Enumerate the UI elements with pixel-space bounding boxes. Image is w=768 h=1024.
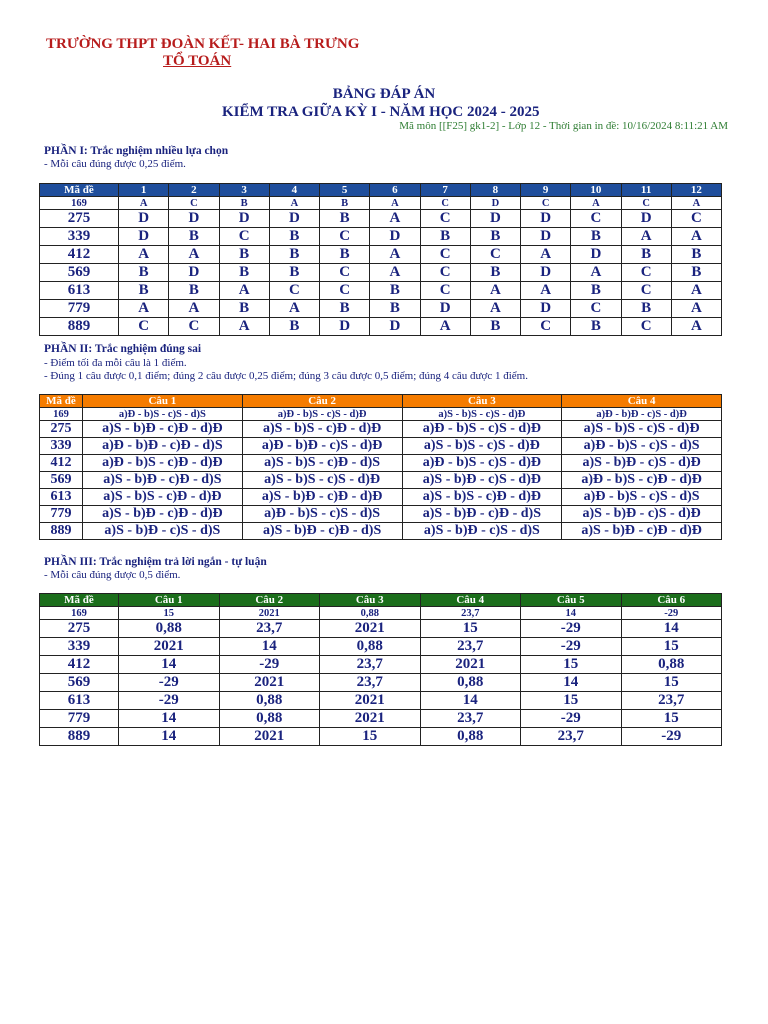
table-cell: C (571, 300, 621, 318)
table-cell: B (269, 264, 319, 282)
part3-answer-table (39, 593, 722, 746)
column-header: 6 (370, 184, 420, 197)
column-header: 12 (671, 184, 721, 197)
page-subtitle: KIỂM TRA GIỮA KỲ I - NĂM HỌC 2024 - 2025 (222, 104, 540, 120)
table-cell: A (269, 300, 319, 318)
table-header-row (40, 594, 722, 607)
table-cell: 23,7 (521, 728, 622, 746)
table-cell: C (621, 318, 671, 336)
table-cell: 613 (40, 692, 119, 710)
table-cell: a)S - b)Đ - c)S - d)S (83, 523, 243, 540)
table-cell: 275 (40, 421, 83, 438)
table-cell: C (119, 318, 169, 336)
table-cell: 0,88 (219, 710, 320, 728)
table-cell: 2021 (219, 728, 320, 746)
column-header: 7 (420, 184, 470, 197)
table-cell: a)Đ - b)S - c)S - d)Đ (402, 421, 562, 438)
table-cell: 169 (40, 408, 83, 421)
table-cell: A (169, 300, 219, 318)
table-cell: C (521, 318, 571, 336)
column-header: Câu 6 (621, 594, 722, 607)
table-cell: C (621, 264, 671, 282)
table-cell: D (119, 228, 169, 246)
table-row (40, 318, 722, 336)
column-header: Câu 5 (521, 594, 622, 607)
column-header: 9 (521, 184, 571, 197)
table-cell: a)Đ - b)Đ - c)S - d)Đ (562, 408, 722, 421)
table-cell: A (119, 246, 169, 264)
table-key-row (40, 607, 722, 620)
table-cell: 779 (40, 506, 83, 523)
table-cell: a)Đ - b)S - c)S - d)Đ (242, 408, 402, 421)
table-row (40, 472, 722, 489)
column-header: Câu 4 (420, 594, 521, 607)
table-cell: B (269, 228, 319, 246)
table-cell: a)S - b)Đ - c)Đ - d)Đ (562, 523, 722, 540)
table-cell: A (370, 210, 420, 228)
table-cell: a)S - b)Đ - c)Đ - d)S (83, 472, 243, 489)
table-cell: A (571, 197, 621, 210)
table-row (40, 523, 722, 540)
table-cell: C (420, 282, 470, 300)
table-row (40, 264, 722, 282)
table-cell: B (219, 197, 269, 210)
column-header: Mã đề (40, 395, 83, 408)
table-cell: B (169, 282, 219, 300)
table-cell: 14 (219, 638, 320, 656)
table-cell: 14 (521, 607, 622, 620)
table-cell: B (320, 300, 370, 318)
column-header: 1 (119, 184, 169, 197)
table-cell: D (420, 300, 470, 318)
table-cell: B (470, 318, 520, 336)
table-cell: D (521, 300, 571, 318)
table-cell: 14 (621, 620, 722, 638)
table-cell: B (671, 246, 721, 264)
table-cell: 0,88 (420, 728, 521, 746)
table-cell: 275 (40, 210, 119, 228)
table-cell: 23,7 (320, 674, 421, 692)
table-cell: D (119, 210, 169, 228)
table-cell: 23,7 (219, 620, 320, 638)
table-cell: A (671, 228, 721, 246)
table-cell: B (621, 246, 671, 264)
column-header: 8 (470, 184, 520, 197)
table-cell: D (521, 228, 571, 246)
table-cell: 169 (40, 197, 119, 210)
table-cell: 169 (40, 607, 119, 620)
table-cell: B (269, 246, 319, 264)
part1-answer-table (39, 183, 722, 336)
table-cell: a)S - b)S - c)S - d)Đ (402, 438, 562, 455)
table-cell: C (521, 197, 571, 210)
table-cell: 15 (320, 728, 421, 746)
table-cell: a)Đ - b)S - c)S - d)S (562, 489, 722, 506)
table-cell: C (621, 197, 671, 210)
table-row (40, 455, 722, 472)
table-cell: B (370, 282, 420, 300)
table-cell: D (169, 210, 219, 228)
table-cell: B (219, 246, 269, 264)
table-cell: a)S - b)S - c)Đ - d)Đ (402, 489, 562, 506)
table-cell: B (571, 228, 621, 246)
table-cell: A (169, 246, 219, 264)
table-cell: a)Đ - b)S - c)S - d)S (242, 506, 402, 523)
table-cell: B (320, 197, 370, 210)
table-cell: B (571, 282, 621, 300)
table-cell: C (420, 210, 470, 228)
table-cell: D (621, 210, 671, 228)
table-cell: 339 (40, 438, 83, 455)
table-cell: C (320, 228, 370, 246)
table-cell: C (169, 318, 219, 336)
table-cell: C (320, 282, 370, 300)
table-cell: a)S - b)Đ - c)S - d)Đ (562, 506, 722, 523)
table-cell: C (420, 197, 470, 210)
table-cell: 15 (621, 674, 722, 692)
table-cell: 23,7 (621, 692, 722, 710)
table-cell: 15 (420, 620, 521, 638)
table-cell: D (320, 318, 370, 336)
table-cell: 889 (40, 523, 83, 540)
table-cell: A (521, 246, 571, 264)
table-cell: a)S - b)S - c)S - d)Đ (242, 472, 402, 489)
table-cell: -29 (521, 638, 622, 656)
table-cell: -29 (521, 710, 622, 728)
part3-note: - Mỗi câu đúng được 0,5 điểm. (44, 569, 181, 581)
table-cell: C (420, 246, 470, 264)
table-cell: 779 (40, 710, 119, 728)
exam-meta: Mã môn [[F25] gk1-2] - Lớp 12 - Thời gian in đề: 10/16/2024 8:11:21 AM (399, 120, 728, 132)
column-header: Câu 2 (242, 395, 402, 408)
table-cell: 15 (621, 638, 722, 656)
table-cell: 14 (420, 692, 521, 710)
part2-title: PHẦN II: Trắc nghiệm đúng sai (44, 343, 202, 355)
column-header: 4 (269, 184, 319, 197)
table-cell: B (119, 264, 169, 282)
table-cell: D (269, 210, 319, 228)
table-cell: a)S - b)Đ - c)Đ - d)S (402, 506, 562, 523)
table-cell: a)Đ - b)S - c)Đ - d)Đ (83, 455, 243, 472)
table-cell: D (370, 318, 420, 336)
department-name: TỔ TOÁN (163, 53, 232, 69)
table-cell: B (470, 228, 520, 246)
table-cell: A (521, 282, 571, 300)
table-cell: a)S - b)S - c)Đ - d)Đ (242, 421, 402, 438)
table-cell: B (320, 246, 370, 264)
table-cell: A (571, 264, 621, 282)
part2-note-2: - Đúng 1 câu được 0,1 điểm; đúng 2 câu được 0,25 điểm; đúng 3 câu được 0,5 điểm; đúng 4 câu được 1 điểm. (44, 370, 528, 382)
table-cell: -29 (119, 674, 220, 692)
table-cell: 779 (40, 300, 119, 318)
table-cell: 569 (40, 264, 119, 282)
table-cell: 569 (40, 674, 119, 692)
table-row (40, 692, 722, 710)
table-cell: 0,88 (219, 692, 320, 710)
table-cell: A (119, 300, 169, 318)
column-header: Câu 3 (402, 395, 562, 408)
table-cell: B (269, 318, 319, 336)
table-cell: D (219, 210, 269, 228)
table-cell: 339 (40, 228, 119, 246)
table-cell: A (671, 282, 721, 300)
table-cell: 15 (621, 710, 722, 728)
table-cell: B (571, 318, 621, 336)
column-header: Câu 1 (119, 594, 220, 607)
table-cell: D (521, 264, 571, 282)
table-cell: A (671, 318, 721, 336)
part2-note-1: - Điểm tối đa mỗi câu là 1 điểm. (44, 357, 187, 369)
table-cell: 23,7 (420, 710, 521, 728)
table-row (40, 728, 722, 746)
table-cell: 2021 (320, 710, 421, 728)
page-title: BẢNG ĐÁP ÁN (332, 86, 436, 102)
part1-title: PHẦN I: Trắc nghiệm nhiều lựa chọn (44, 145, 229, 157)
table-row (40, 421, 722, 438)
table-cell: a)S - b)Đ - c)S - d)Đ (402, 472, 562, 489)
column-header: 2 (169, 184, 219, 197)
table-cell: 15 (119, 607, 220, 620)
table-cell: B (119, 282, 169, 300)
table-row (40, 246, 722, 264)
table-cell: C (621, 282, 671, 300)
table-cell: 15 (521, 692, 622, 710)
table-cell: 412 (40, 656, 119, 674)
table-cell: B (370, 300, 420, 318)
table-row (40, 489, 722, 506)
table-cell: B (219, 300, 269, 318)
table-cell: 14 (119, 656, 220, 674)
table-cell: 23,7 (420, 607, 521, 620)
table-cell: a)S - b)S - c)S - d)Đ (402, 408, 562, 421)
table-cell: 569 (40, 472, 83, 489)
column-header: Câu 4 (562, 395, 722, 408)
table-header-row (40, 395, 722, 408)
table-cell: 15 (521, 656, 622, 674)
table-cell: 23,7 (420, 638, 521, 656)
table-row (40, 710, 722, 728)
table-row (40, 638, 722, 656)
table-cell: 889 (40, 318, 119, 336)
table-cell: 0,88 (621, 656, 722, 674)
table-cell: a)S - b)Đ - c)Đ - d)Đ (83, 421, 243, 438)
table-cell: B (320, 210, 370, 228)
table-cell: a)Đ - b)S - c)S - d)S (83, 408, 243, 421)
table-cell: A (370, 246, 420, 264)
table-cell: -29 (219, 656, 320, 674)
column-header: Mã đề (40, 594, 119, 607)
table-cell: 0,88 (320, 638, 421, 656)
table-cell: B (621, 300, 671, 318)
table-key-row (40, 197, 722, 210)
table-cell: a)Đ - b)Đ - c)S - d)Đ (242, 438, 402, 455)
table-cell: C (571, 210, 621, 228)
table-cell: B (169, 228, 219, 246)
table-cell: B (219, 264, 269, 282)
table-cell: C (420, 264, 470, 282)
table-cell: C (169, 197, 219, 210)
table-cell: 2021 (119, 638, 220, 656)
table-cell: 275 (40, 620, 119, 638)
table-cell: -29 (621, 728, 722, 746)
table-cell: a)Đ - b)S - c)S - d)S (562, 438, 722, 455)
table-cell: A (621, 228, 671, 246)
table-row (40, 656, 722, 674)
table-cell: B (420, 228, 470, 246)
table-cell: B (470, 264, 520, 282)
table-cell: D (169, 264, 219, 282)
table-cell: 412 (40, 246, 119, 264)
table-cell: 2021 (320, 692, 421, 710)
table-cell: 2021 (320, 620, 421, 638)
table-cell: a)S - b)Đ - c)S - d)S (402, 523, 562, 540)
column-header: Câu 3 (320, 594, 421, 607)
table-cell: -29 (521, 620, 622, 638)
table-cell: C (269, 282, 319, 300)
table-cell: 14 (119, 710, 220, 728)
table-cell: a)S - b)Đ - c)Đ - d)Đ (83, 506, 243, 523)
part1-note: - Mỗi câu đúng được 0,25 điểm. (44, 158, 186, 170)
table-cell: a)Đ - b)S - c)S - d)Đ (402, 455, 562, 472)
table-cell: A (671, 300, 721, 318)
table-cell: -29 (119, 692, 220, 710)
column-header: 10 (571, 184, 621, 197)
table-cell: a)S - b)Đ - c)Đ - d)S (242, 523, 402, 540)
table-cell: -29 (621, 607, 722, 620)
table-cell: A (470, 282, 520, 300)
table-cell: a)S - b)S - c)S - d)Đ (562, 421, 722, 438)
table-row (40, 282, 722, 300)
table-cell: D (571, 246, 621, 264)
table-cell: A (269, 197, 319, 210)
table-row (40, 438, 722, 455)
table-cell: 613 (40, 489, 83, 506)
table-cell: C (470, 246, 520, 264)
table-cell: 0,88 (420, 674, 521, 692)
part3-title: PHẦN III: Trắc nghiệm trả lời ngắn - tự luận (44, 556, 267, 568)
table-cell: A (370, 197, 420, 210)
table-cell: C (219, 228, 269, 246)
table-cell: 412 (40, 455, 83, 472)
table-row (40, 620, 722, 638)
table-cell: A (119, 197, 169, 210)
table-cell: A (671, 197, 721, 210)
table-cell: C (320, 264, 370, 282)
column-header: 5 (320, 184, 370, 197)
table-cell: D (370, 228, 420, 246)
table-cell: 23,7 (320, 656, 421, 674)
table-row (40, 210, 722, 228)
table-row (40, 228, 722, 246)
table-row (40, 506, 722, 523)
table-header-row (40, 184, 722, 197)
school-name: TRƯỜNG THPT ĐOÀN KẾT- HAI BÀ TRƯNG (46, 36, 360, 52)
table-row (40, 674, 722, 692)
column-header: Câu 1 (83, 395, 243, 408)
table-cell: 14 (521, 674, 622, 692)
table-cell: 0,88 (320, 607, 421, 620)
column-header: 11 (621, 184, 671, 197)
part2-answer-table (39, 394, 722, 540)
table-cell: A (370, 264, 420, 282)
table-cell: a)Đ - b)Đ - c)Đ - d)S (83, 438, 243, 455)
column-header: Câu 2 (219, 594, 320, 607)
table-cell: C (671, 210, 721, 228)
table-cell: 339 (40, 638, 119, 656)
table-cell: A (219, 318, 269, 336)
table-cell: a)S - b)Đ - c)Đ - d)Đ (242, 489, 402, 506)
table-cell: a)S - b)Đ - c)S - d)Đ (562, 455, 722, 472)
table-cell: D (470, 210, 520, 228)
table-cell: D (521, 210, 571, 228)
column-header: 3 (219, 184, 269, 197)
table-cell: D (470, 197, 520, 210)
table-cell: 0,88 (119, 620, 220, 638)
table-cell: B (671, 264, 721, 282)
table-cell: a)S - b)S - c)Đ - d)S (242, 455, 402, 472)
column-header: Mã đề (40, 184, 119, 197)
table-cell: A (420, 318, 470, 336)
table-cell: A (470, 300, 520, 318)
table-cell: 889 (40, 728, 119, 746)
table-cell: A (219, 282, 269, 300)
table-cell: a)Đ - b)S - c)Đ - d)Đ (562, 472, 722, 489)
table-row (40, 300, 722, 318)
table-cell: 613 (40, 282, 119, 300)
table-cell: a)S - b)S - c)Đ - d)Đ (83, 489, 243, 506)
table-cell: 2021 (219, 607, 320, 620)
table-cell: 2021 (219, 674, 320, 692)
table-cell: 14 (119, 728, 220, 746)
table-key-row (40, 408, 722, 421)
table-cell: 2021 (420, 656, 521, 674)
